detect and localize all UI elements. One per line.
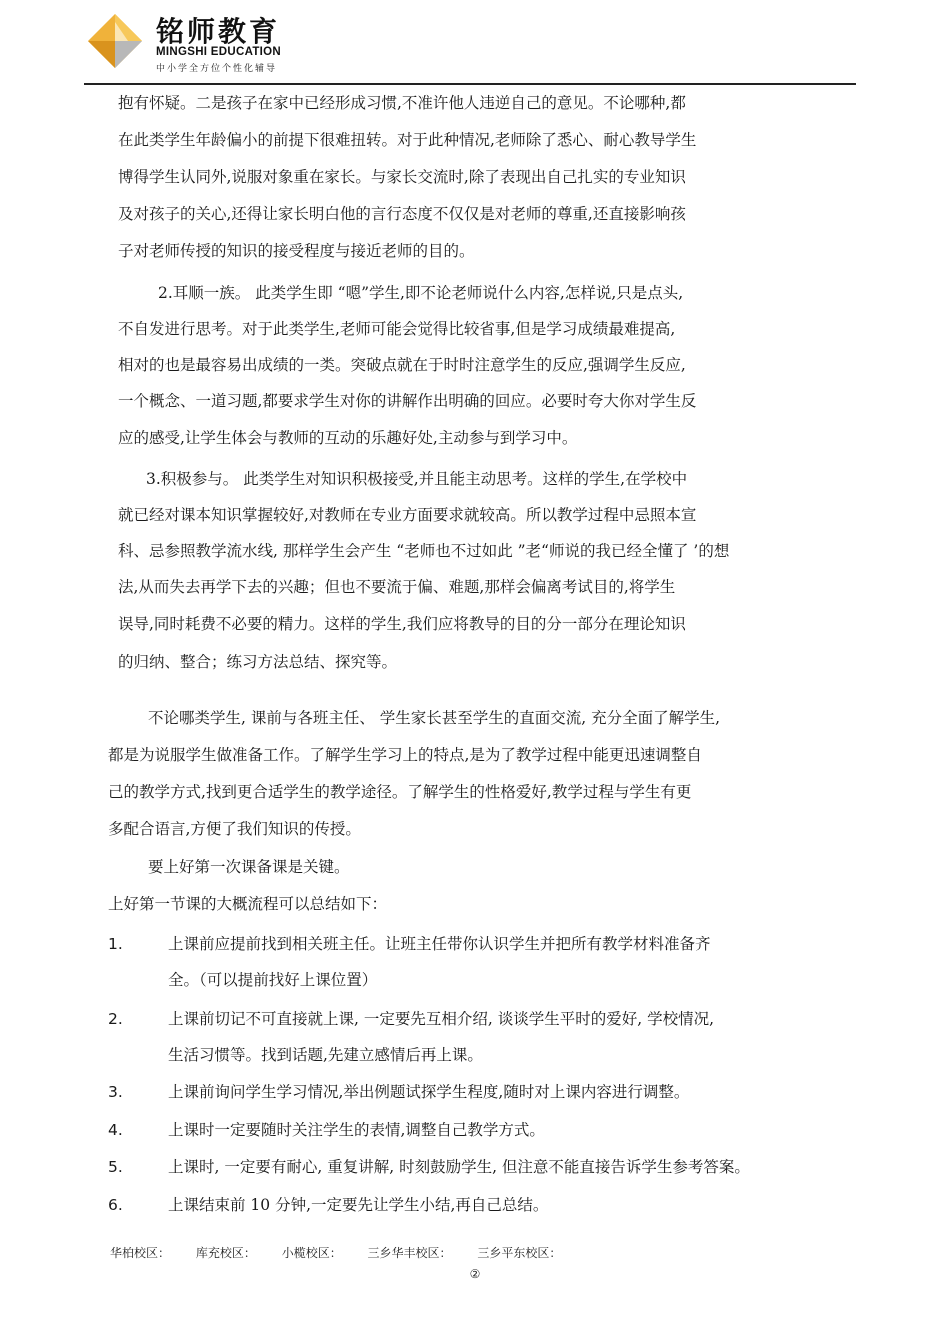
step-number: 4.	[108, 1121, 123, 1139]
paragraph-line: 都是为说服学生做准备工作。了解学生学习上的特点,是为了教学过程中能更迅速调整自	[108, 746, 702, 764]
paragraph-line: 科、忌参照教学流水线, 那样学生会产生 “老师也不过如此 ”老“师说的我已经全懂了 ’的想	[118, 542, 730, 560]
paragraph-line: 就已经对课本知识掌握较好,对教师在专业方面要求就较高。所以教学过程中忌照本宣	[118, 506, 697, 524]
mingshi-logo-icon	[84, 10, 146, 72]
step-text: 上课结束前 10 分钟,一定要先让学生小结,再自己总结。	[168, 1196, 549, 1214]
paragraph-line: 法,从而失去再学下去的兴趣；但也不要流于偏、难题,那样会偏离考试目的,将学生	[118, 578, 676, 596]
step-text: 上课前应提前找到相关班主任。让班主任带你认识学生并把所有教学材料准备齐	[168, 935, 711, 953]
key-sentence: 要上好第一次课备课是关键。	[148, 858, 350, 876]
paragraph-line: 多配合语言,方便了我们知识的传授。	[108, 820, 361, 838]
page-header	[84, 6, 854, 86]
step-number: 2.	[108, 1010, 123, 1028]
paragraph-line: 己的教学方式,找到更合适学生的教学途径。了解学生的性格爱好,教学过程与学生有更	[108, 783, 692, 801]
footer-campuses	[110, 1244, 583, 1261]
paragraph-line: 应的感受,让学生体会与教师的互动的乐趣好处,主动参与到学习中。	[118, 429, 578, 447]
campus-label: 小榄校区：	[281, 1246, 342, 1260]
paragraph-line: 及对孩子的关心,还得让家长明白他的言行态度不仅仅是对老师的尊重,还直接影响孩	[118, 205, 686, 223]
page-number: ②	[469, 1267, 481, 1281]
step-text: 生活习惯等。找到话题,先建立感情后再上课。	[168, 1046, 483, 1064]
step-text: 全。（可以提前找好上课位置）	[168, 971, 378, 989]
step-text: 上课前询问学生学习情况,举出例题试探学生程度,随时对上课内容进行调整。	[168, 1083, 690, 1101]
campus-label: 华柏校区：	[110, 1246, 171, 1260]
campus-label: 库充校区：	[195, 1246, 256, 1260]
paragraph-line: 不论哪类学生, 课前与各班主任、 学生家长甚至学生的直面交流, 充分全面了解学生,	[148, 709, 721, 727]
paragraph-line: 3.积极参与。 此类学生对知识积极接受,并且能主动思考。这样的学生,在学校中	[146, 470, 688, 488]
paragraph-line: 不自发进行思考。对于此类学生,老师可能会觉得比较省事,但是学习成绩最难提高,	[118, 320, 676, 338]
flow-title: 上好第一节课的大概流程可以总结如下：	[108, 895, 388, 913]
paragraph-line: 2.耳顺一族。 此类学生即 “嗯”学生,即不论老师说什么内容,怎样说,只是点头,	[158, 284, 684, 302]
header-divider	[84, 83, 856, 85]
step-number: 5.	[108, 1158, 123, 1176]
paragraph-line: 相对的也是最容易出成绩的一类。突破点就在于时时注意学生的反应,强调学生反应,	[118, 356, 686, 374]
paragraph-line: 博得学生认同外,说服对象重在家长。与家长交流时,除了表现出自己扎实的专业知识	[118, 168, 686, 186]
step-number: 6.	[108, 1196, 123, 1214]
step-number: 3.	[108, 1083, 123, 1101]
paragraph-line: 一个概念、一道习题,都要求学生对你的讲解作出明确的回应。必要时夸大你对学生反	[118, 392, 697, 410]
step-text: 上课时, 一定要有耐心, 重复讲解, 时刻鼓励学生, 但注意不能直接告诉学生参考答案。	[168, 1158, 750, 1176]
brand-name-en: MINGSHI EDUCATION	[156, 46, 281, 58]
step-text: 上课时一定要随时关注学生的表情,调整自己教学方式。	[168, 1121, 545, 1139]
paragraph-line: 的归纳、整合；练习方法总结、探究等。	[118, 653, 398, 671]
paragraph-line: 误导,同时耗费不必要的精力。这样的学生,我们应将教导的目的分一部分在理论知识	[118, 615, 686, 633]
paragraph-line: 抱有怀疑。二是孩子在家中已经形成习惯,不准许他人违逆自己的意见。不论哪种,都	[118, 94, 686, 112]
step-text: 上课前切记不可直接就上课, 一定要先互相介绍, 谈谈学生平时的爱好, 学校情况,	[168, 1010, 714, 1028]
campus-label: 三乡华丰校区：	[367, 1246, 452, 1260]
brand-name-cn: 铭师教育	[156, 15, 281, 48]
brand-tagline: 中小学全方位个性化辅导	[156, 64, 278, 74]
paragraph-line: 在此类学生年龄偏小的前提下很难扭转。对于此种情况,老师除了悉心、耐心教导学生	[118, 131, 697, 149]
paragraph-line: 子对老师传授的知识的接受程度与接近老师的目的。	[118, 242, 475, 260]
campus-label: 三乡平东校区：	[477, 1246, 562, 1260]
step-number: 1.	[108, 935, 123, 953]
